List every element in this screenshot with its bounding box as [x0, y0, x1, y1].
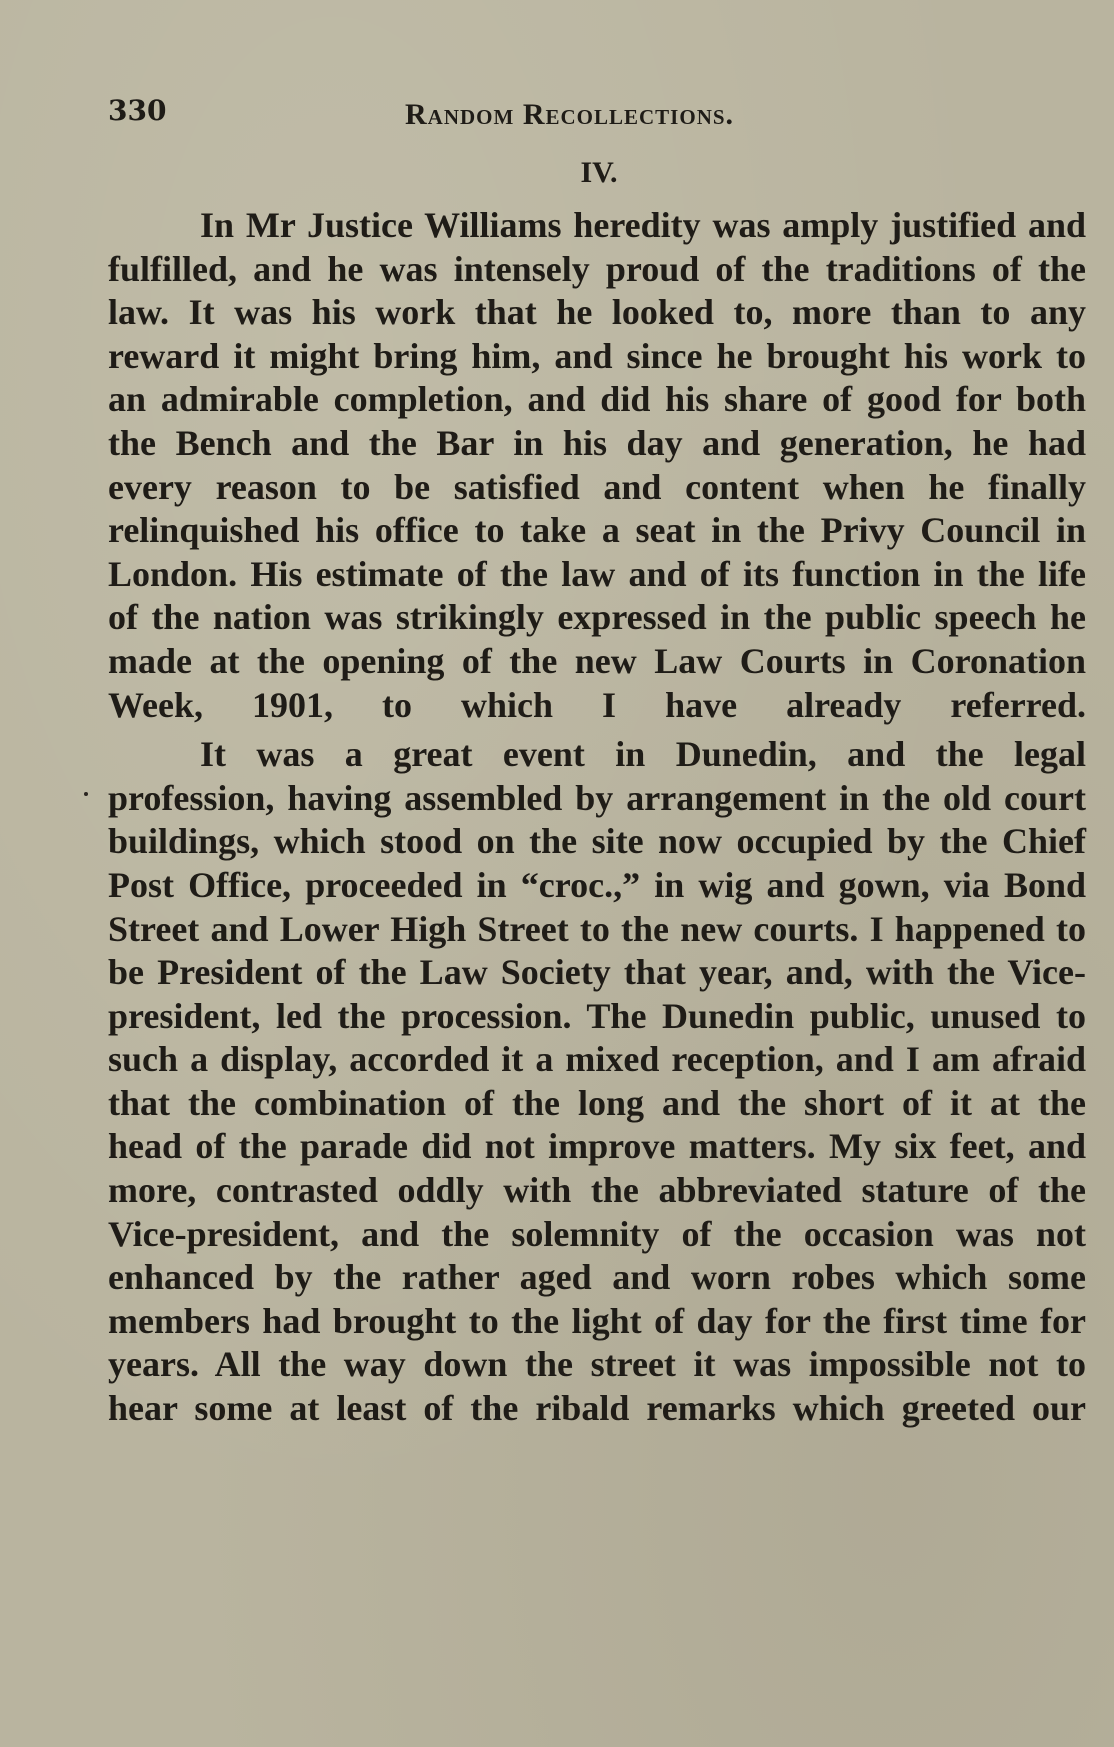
running-title: Random Recollections.	[405, 98, 735, 131]
body-text	[108, 204, 1086, 1431]
ink-speck	[84, 792, 88, 796]
running-head	[108, 94, 1098, 136]
paragraph-2: It was a great event in Dunedin, and the legal profession, having assembled by arrangement in the old court buildings, which stood on the site now occupied by the Chief Post Office, proceeded in “croc.,” in wig and gown, via Bond Street and Lower High Street to the new courts. I happened to be President of the Law Society that year, and, with the Vice-president, led the procession. The Dunedin public, unused to such a display, accorded it a mixed reception, and I am afraid that the combination of the long and the short of it at the head of the parade did not improve matters. My six feet, and more, contrasted oddly with the abbreviated stature of the Vice-president, and the solemnity of the occasion was not enhanced by the rather aged and worn robes which some members had brought to the light of day for the first time for years. All the way down the street it was impossible not to hear some at least of the ribald remarks which greeted our	[108, 734, 1086, 1429]
page-number: 330	[108, 94, 167, 127]
section-heading: IV.	[580, 156, 618, 189]
paragraph-1: In Mr Justice Williams heredity was amply justified and fulfilled, and he was intensely proud of the traditions of the law. It was his work that he looked to, more than to any reward it might bring him, and since he brought his work to an admirable completion, and did his share of good for both the Bench and the Bar in his day and generation, he had every reason to be satisfied and content when he finally relinquished his office to take a seat in the Privy Council in London. His estimate of the law and of its function in the life of the nation was strikingly expressed in the public speech he made at the opening of the new Law Courts in Coronation Week, 1901, to which I have already referred.	[108, 205, 1086, 725]
